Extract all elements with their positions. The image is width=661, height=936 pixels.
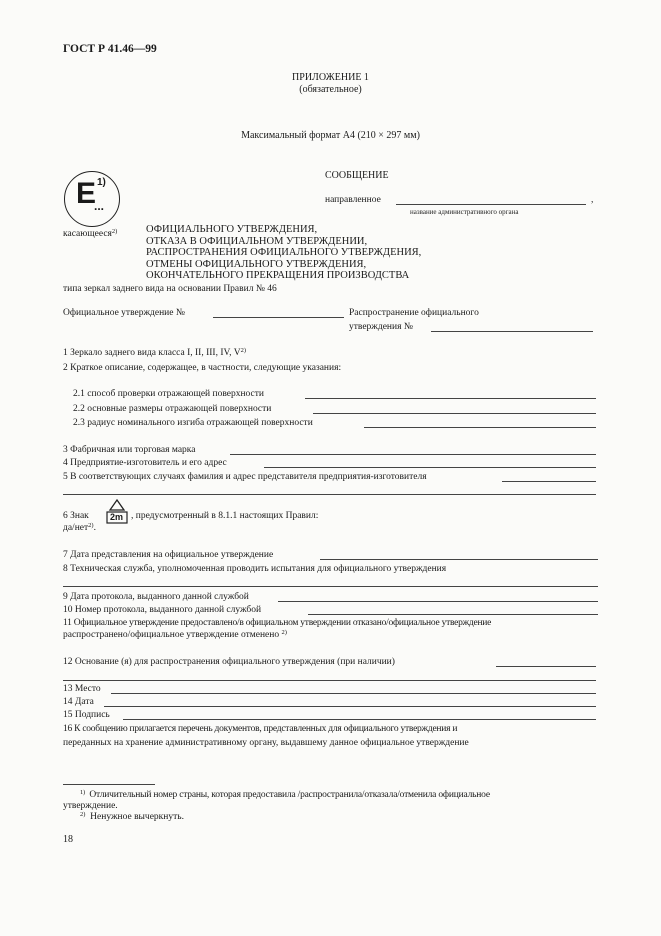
item-10-field[interactable] (308, 614, 598, 615)
item-4: 4 Предприятие-изготовитель и его адрес (63, 458, 227, 468)
footnote-2: $^{2)}$ Ненужное вычеркнуть. (80, 811, 184, 822)
authority-caption: название административного органа (410, 208, 519, 216)
warning-sign-icon (104, 498, 130, 526)
item-5-field[interactable] (502, 481, 596, 482)
extension-label-1: Распространение официального (349, 308, 479, 318)
message-line-2: ОТКАЗА В ОФИЦИАЛЬНОМ УТВЕРЖДЕНИИ, (146, 235, 368, 247)
item-12-field-2[interactable] (63, 680, 596, 681)
item-6-yes-no: да/нет$^{2)}$. (63, 522, 96, 533)
item-8: 8 Техническая служба, уполномоченная проводить испытания для официального утверждения (63, 564, 447, 574)
item-3-field[interactable] (230, 454, 596, 455)
item-7: 7 Дата представления на официальное утверждение (63, 550, 274, 560)
extension-number-field[interactable] (431, 331, 593, 332)
format-note: Максимальный формат А4 (210 × 297 мм) (241, 130, 420, 141)
item-1: 1 Зеркало заднего вида класса I, II, III, IV, $V^{2)}$ (63, 347, 246, 358)
message-line-4: ОТМЕНЫ ОФИЦИАЛЬНОГО УТВЕРЖДЕНИЯ, (146, 258, 367, 270)
item-8-field[interactable] (63, 586, 598, 587)
item-2-1-field[interactable] (305, 398, 596, 399)
type-line: типа зеркал заднего вида на основании Правил № 46 (63, 284, 277, 294)
authority-field[interactable] (396, 204, 586, 205)
item-6: 6 Знак (63, 511, 89, 521)
item-6-text: , предусмотренный в 8.1.1 настоящих Правил: (131, 511, 319, 521)
sent-label: направленное (325, 195, 381, 205)
approval-number-field[interactable] (213, 317, 344, 318)
standard-code: ГОСТ Р 41.46—99 (63, 43, 157, 55)
item-16: 16 К сообщению прилагается перечень документов, представленных для официального утверждения и (63, 724, 458, 734)
item-2-3: 2.3 радиус номинального изгиба отражающей поверхности (73, 418, 313, 428)
message-line-3: РАСПРОСТРАНЕНИЯ ОФИЦИАЛЬНОГО УТВЕРЖДЕНИЯ, (146, 247, 422, 258)
approval-number-label: Официальное утверждение № (63, 308, 185, 318)
item-13: 13 Место (63, 684, 101, 694)
message-line-5: ОКОНЧАТЕЛЬНОГО ПРЕКРАЩЕНИЯ ПРОИЗВОДСТВА (146, 270, 410, 281)
item-7-field[interactable] (320, 559, 598, 560)
item-3: 3 Фабричная или торговая марка (63, 445, 196, 455)
item-12-field[interactable] (496, 666, 596, 667)
item-15-field[interactable] (123, 719, 596, 720)
extension-label-2: утверждения № (349, 322, 413, 332)
e-mark-letter: E (76, 177, 97, 210)
item-2-1: 2.1 способ проверки отражающей поверхности (73, 389, 264, 399)
item-14: 14 Дата (63, 697, 94, 707)
item-14-field[interactable] (104, 706, 596, 707)
item-5: 5 В соответствующих случаях фамилия и адрес представителя предприятия-изготовителя (63, 472, 427, 482)
sent-comma: , (591, 195, 594, 205)
appendix-title: ПРИЛОЖЕНИЕ 1 (292, 72, 369, 83)
concerning-label: касающееся$^{2)}$ (63, 228, 118, 239)
item-2-2: 2.2 основные размеры отражающей поверхности (73, 404, 272, 414)
appendix-subtitle: (обязательное) (299, 84, 362, 95)
footnote-1-cont: утверждение. (63, 801, 118, 811)
item-11-cont: распространено/официальное утверждение отменено $^{2)}$ (63, 629, 287, 640)
item-2: 2 Краткое описание, содержащее, в частности, следующие указания: (63, 363, 342, 373)
item-9: 9 Дата протокола, выданного данной службой (63, 592, 249, 602)
sign-text: 2m (110, 512, 124, 522)
e-mark-icon (64, 171, 120, 227)
page-number: 18 (63, 834, 73, 845)
item-16-cont: переданных на хранение административному органу, выдавшему данное официальное утверждение (63, 738, 469, 748)
item-5-field-2[interactable] (63, 494, 596, 495)
item-9-field[interactable] (278, 601, 598, 602)
e-mark-dots: ... (94, 199, 105, 213)
item-10: 10 Номер протокола, выданного данной службой (63, 605, 262, 615)
item-2-3-field[interactable] (364, 427, 596, 428)
item-4-field[interactable] (264, 467, 596, 468)
message-line-1: ОФИЦИАЛЬНОГО УТВЕРЖДЕНИЯ, (146, 224, 318, 235)
item-12: 12 Основание (я) для распространения официального утверждения (при наличии) (63, 657, 395, 667)
item-2-2-field[interactable] (313, 413, 596, 414)
item-11: 11 Официальное утверждение предоставлено/в официальном утверждении отказано/официальное утверждение (63, 618, 492, 628)
item-13-field[interactable] (111, 693, 596, 694)
footnote-separator (63, 784, 155, 785)
item-15: 15 Подпись (63, 710, 110, 720)
footnote-1: $^{1)}$ Отличительный номер страны, которая предоставила /распространила/отказала/отменила официальное (80, 789, 490, 800)
e-mark-sup: 1) (97, 177, 106, 188)
message-title: СООБЩЕНИЕ (325, 170, 389, 181)
